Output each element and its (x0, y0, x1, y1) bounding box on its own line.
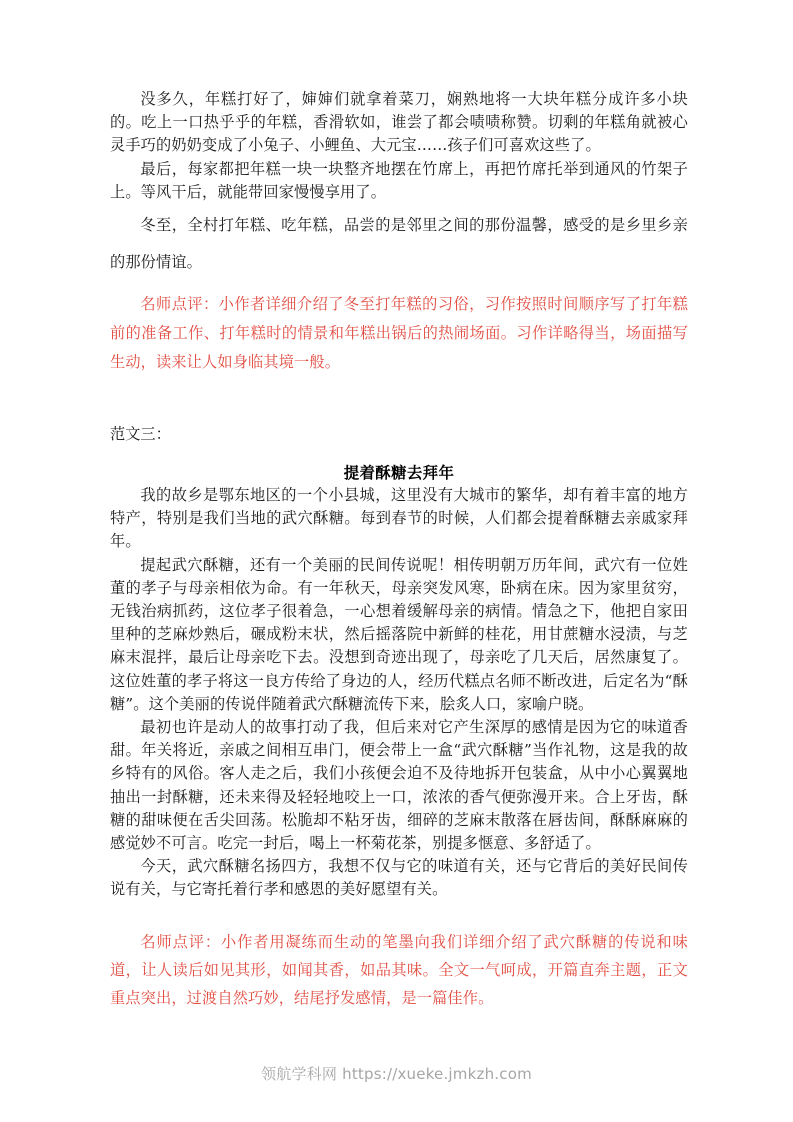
spacer (110, 902, 688, 928)
paragraph: 冬至，全村打年糕、吃年糕，品尝的是邻里之间的那份温馨，感受的是乡里乡亲的那份情谊。 (110, 216, 688, 272)
watermark (0, 1063, 793, 1084)
essay-three-body (110, 484, 688, 902)
watermark-site-name: 领航学科网 (261, 1065, 338, 1083)
paragraph: 我的故乡是鄂东地区的一个小县城，这里没有大城市的繁华，却有着丰富的地方特产，特别是我们当地的武穴酥糖。每到春节的时候，人们都会提着酥糖去亲戚家拜年。 (110, 486, 688, 551)
paragraph: 最初也许是动人的故事打动了我，但后来对它产生深厚的感情是因为它的味道香甜。年关将近，亲戚之间相互串门，便会带上一盒“武穴酥糖”当作礼物，这是我的故乡特有的风俗。客人走之后，我们小孩便会迫不及待地拆开包装盒，从中小心翼翼地抽出一封酥糖，还未来得及轻轻地咬上一口，浓浓的香气便弥漫开来。合上牙齿，酥糖的甜味便在舌尖回荡。松脆却不粘牙齿，细碎的芝麻末散落在唇齿间，酥酥麻麻的感觉妙不可言。吃完一封后，喝上一杯菊花茶，别提多惬意、多舒适了。 (110, 718, 688, 853)
spacer (110, 281, 688, 290)
page-content (110, 88, 688, 1012)
teacher-comment: 名师点评：小作者详细介绍了冬至打年糕的习俗，习作按照时间顺序写了打年糕前的准备工作、打年糕时的情景和年糕出锅后的热闹场面。习作详略得当，场面描写生动，读来让人如身临其境一般。 (110, 295, 688, 372)
essay-two-tail-block (110, 88, 688, 281)
paragraph: 今天，武穴酥糖名扬四方，我想不仅与它的味道有关，还与它背后的美好民间传说有关，与它寄托着行孝和感恩的美好愿望有关。 (110, 857, 688, 899)
watermark-url: https://xueke.jmkzh.com (342, 1065, 532, 1083)
essay-title: 提着酥糖去拜年 (343, 464, 455, 483)
paragraph: 提起武穴酥糖，还有一个美丽的民间传说呢！相传明朝万历年间，武穴有一位姓董的孝子与母亲相依为命。有一年秋天，母亲突发风寒，卧病在床。因为家里贫穷，无钱治病抓药，这位孝子很着急，一心想着缓解母亲的病情。情急之下，他把自家田里种的芝麻炒熟后，碾成粉末状，然后摇落院中新鲜的桂花，用甘蔗糖水浸渍，与芝麻末混拌，最后让母亲吃下去。没想到奇迹出现了，母亲吃了几天后，居然康复了。这位姓董的孝子将这一良方传给了身边的人，经历代糕点名师不断改进，后定名为“酥糖”。这个美丽的传说伴随着武穴酥糖流传下来，脍炙人口，家喻户晓。 (110, 555, 688, 713)
paragraph: 没多久，年糕打好了，婶婶们就拿着菜刀，娴熟地将一大块年糕分成许多小块的。吃上一口热乎乎的年糕，香滑软如，谁尝了都会啧啧称赞。切剩的年糕角就被心灵手巧的奶奶变成了小兔子、小鲤鱼、大元宝……孩子们可喜欢这些了。 (110, 90, 688, 155)
paragraph: 最后，每家都把年糕一块一块整齐地摆在竹席上，再把竹席托举到通风的竹架子上。等风干后，就能带回家慢慢享用了。 (110, 159, 688, 201)
section-label-essay-three: 范文三： (110, 425, 171, 444)
spacer (110, 445, 688, 462)
teacher-comment: 名师点评：小作者用凝练而生动的笔墨向我们详细介绍了武穴酥糖的传说和味道，让人读后如见其形，如闻其香，如品其味。全文一气呵成，开篇直奔主题，正文重点突出，过渡自然巧妙，结尾抒发感情，是一篇佳作。 (110, 932, 688, 1007)
spacer (110, 377, 688, 423)
